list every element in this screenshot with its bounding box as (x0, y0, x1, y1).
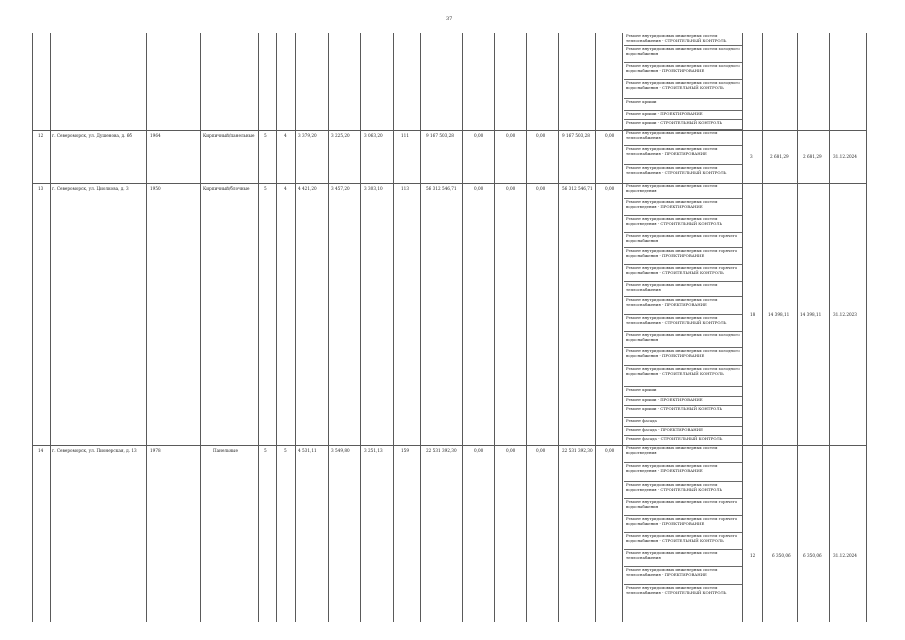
work-item: Ремонт внутридомовых инженерных систем холодного водоснабжения (624, 332, 742, 348)
row-cost-b: 0,00 (506, 448, 516, 453)
work-item: Ремонт внутридомовых инженерных систем теплоснабжения - СТРОИТЕЛЬНЫЙ КОНТРОЛЬ (624, 315, 742, 332)
row-cost-d: 0,00 (605, 133, 615, 138)
col-divider (328, 33, 329, 622)
row-area-total: 4 531,11 (298, 448, 317, 453)
row-count: 18 (750, 312, 756, 317)
work-item: Ремонт внутридомовых инженерных систем водоотведения - ПРОЕКТИРОВАНИЕ (624, 199, 742, 216)
row-cost-a: 0,00 (474, 448, 484, 453)
work-item: Ремонт внутридомовых инженерных систем горячего водоснабжения (624, 499, 742, 516)
work-item: Ремонт внутридомовых инженерных систем теплоснабжения (624, 550, 742, 567)
work-item: Ремонт внутридомовых инженерных систем теплоснабжения - СТРОИТЕЛЬНЫЙ КОНТРОЛЬ (624, 33, 742, 46)
row-date: 31.12.2024 (833, 553, 857, 558)
col-divider (829, 33, 830, 622)
row-cost-c: 0,00 (536, 133, 546, 138)
work-item: Ремонт внутридомовых инженерных систем холодного водоснабжения (624, 46, 742, 63)
row-max-cost: 2 681,29 (803, 154, 822, 159)
col-divider (393, 33, 394, 622)
col-divider (276, 33, 277, 622)
work-item: Ремонт внутридомовых инженерных систем теплоснабжения - СТРОИТЕЛЬНЫЙ КОНТРОЛЬ (626, 165, 727, 175)
row-entrances: 4 (284, 133, 287, 138)
row-count: 12 (750, 553, 756, 558)
work-item: Ремонт внутридомовых инженерных систем горячего водоснабжения - ПРОЕКТИРОВАНИЕ (624, 516, 742, 533)
row-unit-cost: 6 350,06 (772, 553, 791, 558)
work-item: Ремонт внутридомовых инженерных систем теплоснабжения - ПРОЕКТИРОВАНИЕ (624, 146, 742, 165)
work-item: Ремонт внутридомовых инженерных систем теплоснабжения - СТРОИТЕЛЬНЫЙ КОНТРОЛЬ (626, 585, 727, 595)
work-item: Ремонт внутридомовых инженерных систем теплоснабжения (624, 130, 742, 146)
work-item: Ремонт внутридомовых инженерных систем теплоснабжения - ПРОЕКТИРОВАНИЕ (624, 297, 742, 315)
row-floors: 5 (264, 133, 267, 138)
row-year: 1964 (150, 133, 161, 138)
col-divider (866, 33, 867, 622)
row-cost-a: 0,00 (474, 186, 484, 191)
work-item: Ремонт крыши - ПРОЕКТИРОВАНИЕ (624, 111, 742, 120)
row-residents: 159 (401, 448, 409, 453)
col-divider (762, 33, 763, 622)
row-year: 1978 (150, 448, 161, 453)
work-item: Ремонт крыши (624, 99, 742, 111)
row-material: Панельные (213, 448, 238, 453)
row-residents: 113 (401, 186, 409, 191)
row-entrances: 5 (284, 448, 287, 453)
work-item: Ремонт крыши (624, 387, 742, 397)
row-address: г. Североморск, ул. Циолкова, д. 3 (52, 186, 129, 191)
col-divider (595, 33, 596, 622)
row-cost-c: 0,00 (536, 448, 546, 453)
row-residents: 111 (401, 133, 409, 138)
row-cost-total: 9 167 503,28 (426, 133, 454, 138)
col-divider (462, 33, 463, 622)
row-area-other: 3 251,13 (364, 448, 383, 453)
col-divider (797, 33, 798, 622)
row-area-other: 3 303,10 (364, 186, 383, 191)
work-item: Ремонт фасада - ПРОЕКТИРОВАНИЕ (624, 427, 742, 436)
work-item: Ремонт крыши - СТРОИТЕЛЬНЫЙ КОНТРОЛЬ (624, 120, 742, 130)
col-divider (622, 33, 623, 622)
row-cost-b: 0,00 (506, 133, 516, 138)
row-cost-own: 9 167 503,28 (562, 133, 590, 138)
row-cost-own: 22 531 392,30 (562, 448, 593, 453)
row-max-cost: 6 350,06 (803, 553, 822, 558)
row-area-living: 3 225,20 (331, 133, 350, 138)
row-area-living: 3 457,20 (331, 186, 350, 191)
col-divider (360, 33, 361, 622)
work-item: Ремонт внутридомовых инженерных систем холодного водоснабжения - СТРОИТЕЛЬНЫЙ КОНТРОЛЬ (624, 366, 742, 387)
col-divider (200, 33, 201, 622)
row-area-other: 3 063,20 (364, 133, 383, 138)
col-divider (146, 33, 147, 622)
col-divider (558, 33, 559, 622)
row-address: г. Североморск, ул. Пионерская, д. 13 (52, 448, 137, 453)
work-item: Ремонт внутридомовых инженерных систем теплоснабжения (624, 282, 742, 297)
row-cost-a: 0,00 (474, 133, 484, 138)
work-item: Ремонт внутридомовых инженерных систем водоотведения - СТРОИТЕЛЬНЫЙ КОНТРОЛЬ (624, 482, 742, 499)
work-item: Ремонт внутридомовых инженерных систем теплоснабжения - ПРОЕКТИРОВАНИЕ (624, 567, 742, 585)
row-date: 31.12.2023 (833, 312, 857, 317)
row-floors: 5 (264, 186, 267, 191)
work-item: Ремонт внутридомовых инженерных систем горячего водоснабжения - СТРОИТЕЛЬНЫЙ КОНТРОЛЬ (624, 265, 742, 282)
row-entrances: 4 (284, 186, 287, 191)
work-item: Ремонт крыши - ПРОЕКТИРОВАНИЕ (624, 397, 742, 406)
work-item: Ремонт внутридомовых инженерных систем горячего водоснабжения (624, 233, 742, 248)
work-item: Ремонт внутридомовых инженерных систем водоотведения (624, 183, 742, 199)
row-unit-cost: 2 681,29 (770, 154, 789, 159)
row-cost-b: 0,00 (506, 186, 516, 191)
work-item: Ремонт крыши - СТРОИТЕЛЬНЫЙ КОНТРОЛЬ (624, 406, 742, 418)
row-date: 31.12.2024 (833, 154, 857, 159)
row-cost-d: 0,00 (605, 448, 615, 453)
work-item: Ремонт внутридомовых инженерных систем холодного водоснабжения - СТРОИТЕЛЬНЫЙ КОНТРОЛЬ (624, 80, 742, 99)
col-divider (526, 33, 527, 622)
work-item: Ремонт внутридомовых инженерных систем водоотведения - СТРОИТЕЛЬНЫЙ КОНТРОЛЬ (624, 216, 742, 233)
row-cost-d: 0,00 (605, 186, 615, 191)
row-count: 3 (750, 154, 753, 159)
row-number: 14 (38, 448, 44, 453)
col-divider (258, 33, 259, 622)
row-cost-total: 56 312 546,71 (426, 186, 457, 191)
col-divider (32, 33, 33, 622)
col-divider (742, 33, 743, 622)
row-max-cost: 14 398,11 (800, 312, 822, 317)
row-year: 1950 (150, 186, 161, 191)
work-item: Ремонт внутридомовых инженерных систем горячего водоснабжения - ПРОЕКТИРОВАНИЕ (624, 248, 742, 265)
page-number: 37 (446, 16, 453, 22)
row-number: 13 (38, 186, 44, 191)
row-area-total: 3 379,20 (298, 133, 317, 138)
work-item: Ремонт внутридомовых инженерных систем холодного водоснабжения - ПРОЕКТИРОВАНИЕ (624, 348, 742, 366)
row-material: Кирпичный/панельные (203, 133, 255, 138)
work-item: Ремонт фасада (624, 418, 742, 427)
col-divider (50, 33, 51, 622)
row-floors: 5 (264, 448, 267, 453)
row-cost-c: 0,00 (536, 186, 546, 191)
row-cost-own: 56 312 546,71 (562, 186, 593, 191)
work-item: Ремонт внутридомовых инженерных систем водоотведения - ПРОЕКТИРОВАНИЕ (624, 463, 742, 482)
row-material: Кирпичный/блочные (203, 186, 250, 191)
row-address: г. Североморск, ул. Душенова, д. 6б (52, 133, 132, 138)
work-item: Ремонт внутридомовых инженерных систем холодного водоснабжения - ПРОЕКТИРОВАНИЕ (624, 63, 742, 80)
row-number: 12 (38, 133, 44, 138)
col-divider (420, 33, 421, 622)
row-area-total: 4 421,20 (298, 186, 317, 191)
work-item: Ремонт фасада - СТРОИТЕЛЬНЫЙ КОНТРОЛЬ (626, 436, 723, 441)
col-divider (295, 33, 296, 622)
row-area-living: 3 549,80 (331, 448, 350, 453)
row-cost-total: 22 531 392,30 (426, 448, 457, 453)
work-item: Ремонт внутридомовых инженерных систем горячего водоснабжения - СТРОИТЕЛЬНЫЙ КОНТРОЛЬ (624, 533, 742, 550)
col-divider (494, 33, 495, 622)
work-item: Ремонт внутридомовых инженерных систем водоотведения (624, 445, 742, 463)
row-unit-cost: 14 398,11 (768, 312, 790, 317)
